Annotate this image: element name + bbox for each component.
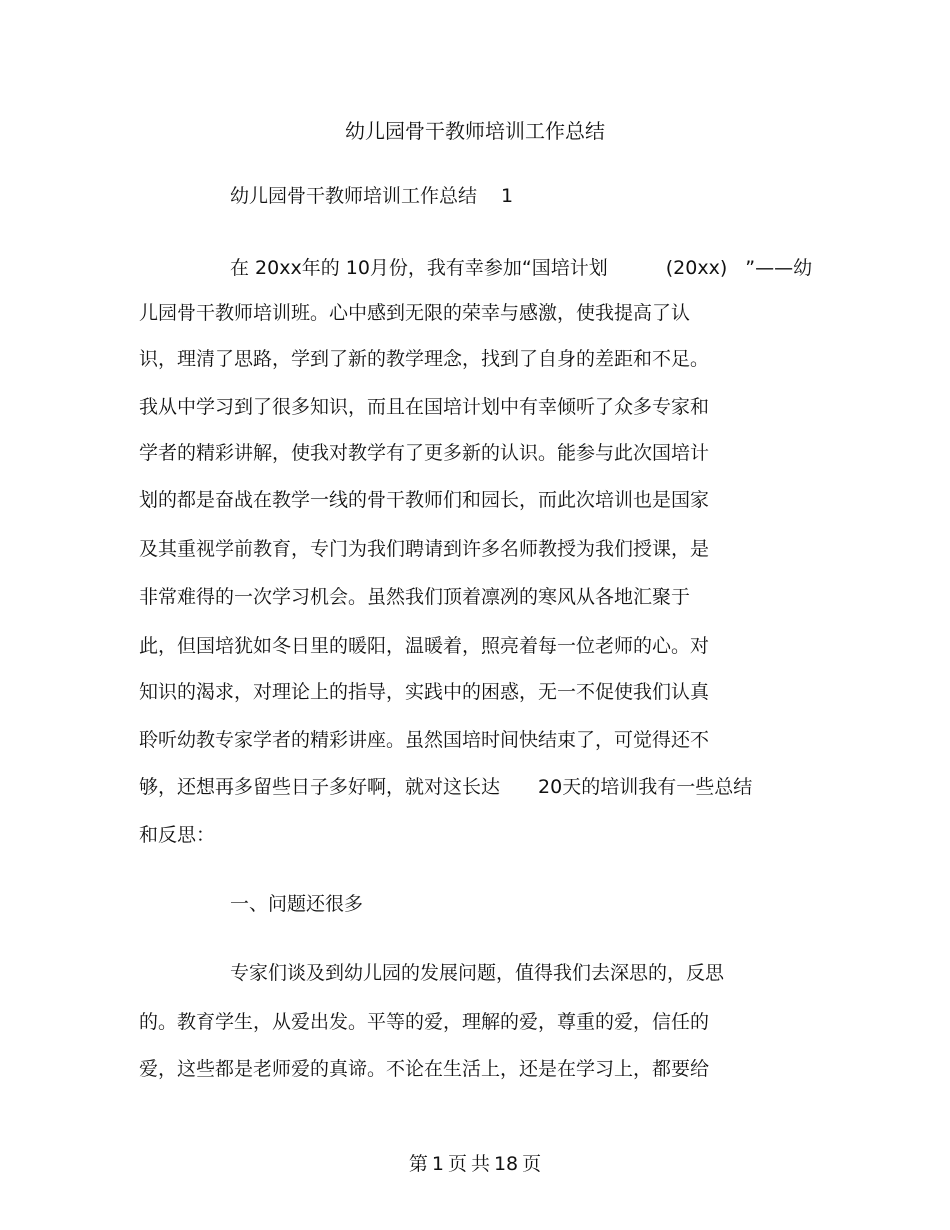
para1-segment-a: 在 20xx年的 10月份，我有幸参加“国培计划 <box>230 257 608 279</box>
subtitle-text: 幼儿园骨干教师培训工作总结 <box>230 185 478 207</box>
paragraph-line: 学者的精彩讲解，使我对教学有了更多新的认识。能参与此次国培计 <box>139 442 710 464</box>
document-title: 幼儿园骨干教师培训工作总结 <box>345 119 605 143</box>
footer-label-ye-2: 页 <box>522 1153 542 1175</box>
footer-label-ye: 页 <box>447 1153 467 1175</box>
paragraph-1-first-line <box>230 256 812 280</box>
section-subtitle <box>230 184 513 208</box>
page-footer <box>0 1152 950 1176</box>
section-heading: 一、问题还很多 <box>230 893 364 915</box>
footer-label-di: 第 <box>408 1153 428 1175</box>
paragraph-line: 划的都是奋战在教学一线的骨干教师们和园长，而此次培训也是国家 <box>139 489 710 511</box>
paragraph-line <box>139 775 752 799</box>
paragraph-line: 识，理清了思路，学到了新的教学理念，找到了自身的差距和不足。 <box>139 348 710 370</box>
paragraph-line: 非常难得的一次学习机会。虽然我们顶着凛冽的寒风从各地汇聚于 <box>139 586 691 608</box>
paragraph-line: 我从中学习到了很多知识，而且在国培计划中有幸倾听了众多专家和 <box>139 396 710 418</box>
paragraph-line: 和反思： <box>139 824 216 846</box>
paragraph-line: 此，但国培犹如冬日里的暖阳，温暖着，照亮着每一位老师的心。对 <box>139 635 710 657</box>
para1-segment-c: ”——幼 <box>745 257 813 279</box>
subtitle-number: 1 <box>501 185 514 207</box>
paragraph-line: 及其重视学前教育，专门为我们聘请到许多名师教授为我们授课，是 <box>139 538 710 560</box>
line-segment-a: 够，还想再多留些日子多好啊，就对这长达 <box>139 776 501 798</box>
paragraph-line: 的。教育学生，从爱出发。平等的爱，理解的爱，尊重的爱，信任的 <box>139 1011 710 1033</box>
total-pages-number: 18 <box>493 1153 519 1175</box>
paragraph-2-first-line: 专家们谈及到幼儿园的发展问题，值得我们去深思的，反思 <box>230 962 725 984</box>
paragraph-line: 知识的渴求，对理论上的指导，实践中的困惑，无一不促使我们认真 <box>139 681 710 703</box>
footer-label-gong: 共 <box>470 1153 490 1175</box>
current-page-number: 1 <box>431 1153 444 1175</box>
paragraph-line: 聆听幼教专家学者的精彩讲座。虽然国培时间快结束了，可觉得还不 <box>139 729 710 751</box>
paragraph-line: 儿园骨干教师培训班。心中感到无限的荣幸与感激，使我提高了认 <box>139 302 691 324</box>
para1-segment-b: (20xx) <box>665 257 728 279</box>
line-segment-b: 20天的培训我有一些总结 <box>538 776 753 798</box>
paragraph-line: 爱，这些都是老师爱的真谛。不论在生活上，还是在学习上，都要给 <box>139 1058 710 1080</box>
